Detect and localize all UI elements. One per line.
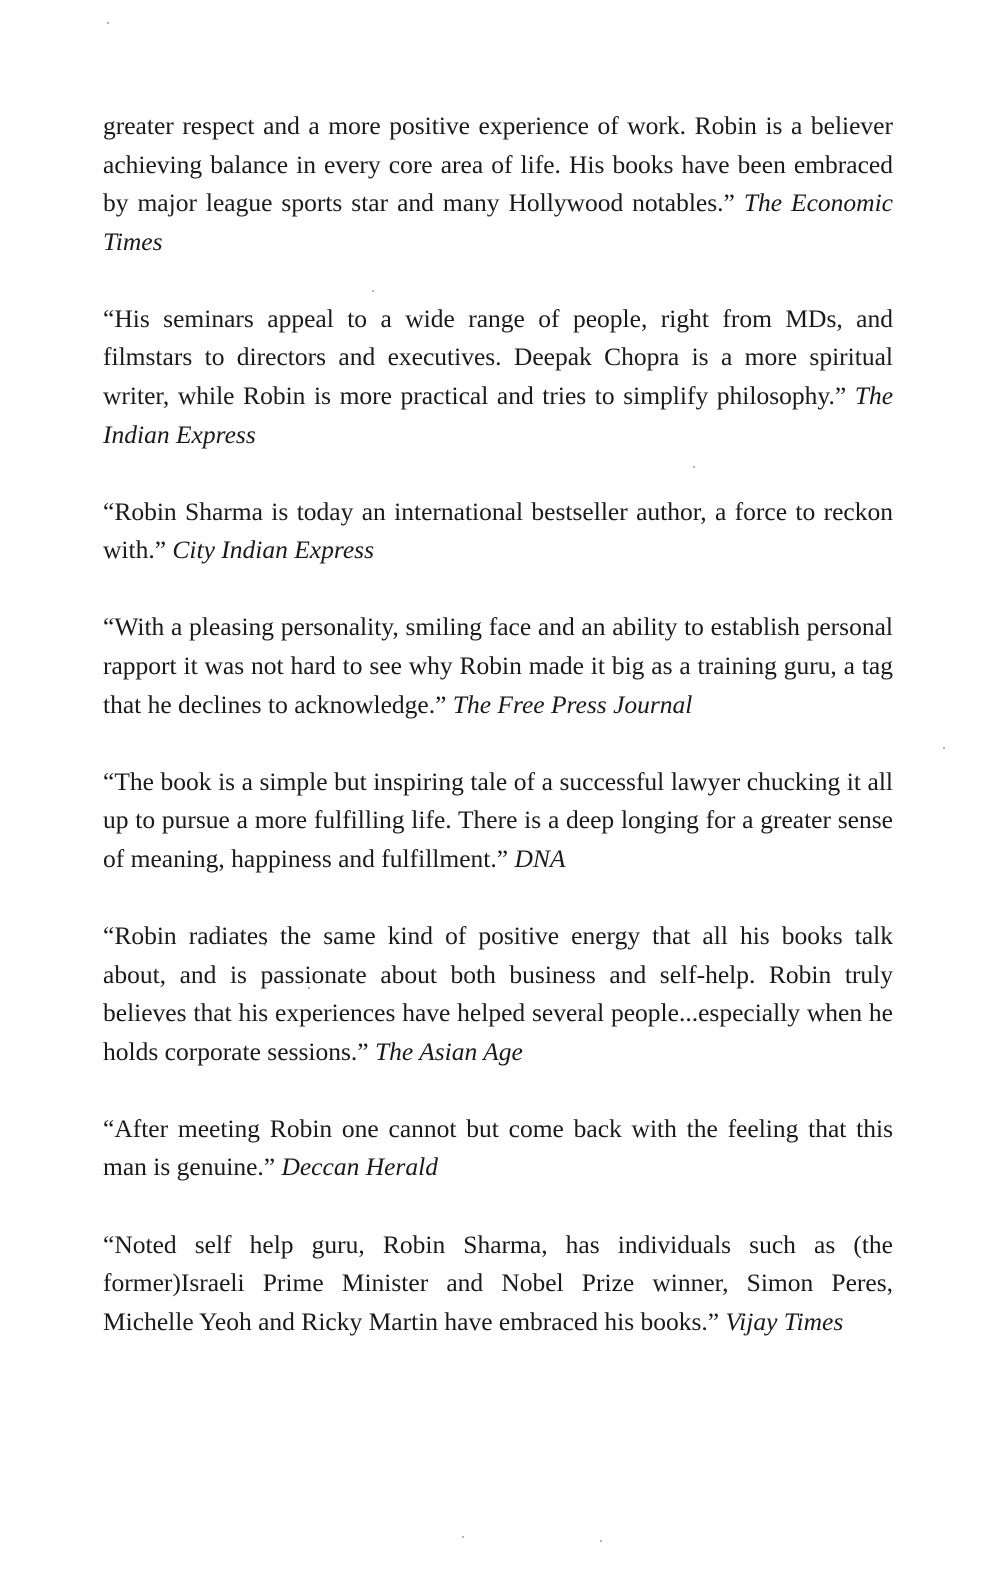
quote-source: The Indian Express — [103, 381, 894, 449]
testimonial-quote — [103, 1226, 893, 1342]
quote-source: DNA — [514, 843, 566, 873]
testimonial-quote — [103, 1110, 893, 1187]
quote-source: The Asian Age — [374, 1036, 523, 1066]
testimonial-quote — [103, 493, 893, 570]
quote-text: “The book is a simple but inspiring tale of a successful lawyer chucking it all up to pursue a more fulfilling life. There is a deep longing for a greater sense of meaning, happiness and fulfillment.” — [103, 766, 893, 873]
quote-text: “Robin radiates the same kind of positive energy that all his books talk about, and is passionate about both business and self-help. Robin truly believes that his experiences have helped several people...especially when he holds corporate sessions.” — [103, 921, 893, 1066]
scan-speck — [107, 22, 109, 24]
quote-text: “His seminars appeal to a wide range of people, right from MDs, and filmstars to directors and executives. Deepak Chopra is a more spiritual writer, while Robin is more practical and tries to simplify philosophy.” — [103, 303, 893, 411]
quote-text: “After meeting Robin one cannot but come back with the feeling that this man is genuine.” — [103, 1113, 893, 1182]
quote-text: “Robin Sharma is today an international bestseller author, a force to reckon with.” — [103, 496, 893, 565]
quote-source: Deccan Herald — [281, 1152, 438, 1182]
testimonial-quote — [103, 300, 893, 454]
scan-speck — [943, 747, 945, 749]
quote-text: greater respect and a more positive experience of work. Robin is a believer achieving balance in every core area of life. His books have been embraced by major league sports star and many Hollywood notables.” — [103, 111, 893, 218]
testimonials-column — [103, 107, 893, 1341]
quote-source: Vijay Times — [725, 1306, 844, 1336]
quote-text: “Noted self help guru, Robin Sharma, has individuals such as (the former)Israeli Prime Minister and Nobel Prize winner, Simon Peres, Michelle Yeoh and Ricky Martin have embraced his books.” — [103, 1229, 893, 1336]
quote-source: City Indian Express — [172, 535, 375, 565]
scan-speck — [600, 1540, 602, 1542]
testimonial-quote — [103, 917, 893, 1071]
testimonial-quote — [103, 107, 893, 261]
scan-speck — [462, 1536, 464, 1538]
quote-source: The Economic Times — [103, 188, 894, 256]
quote-text: “With a pleasing personality, smiling face and an ability to establish personal rapport it was not hard to see why Robin made it big as a training guru, a tag that he declines to acknowledge.” — [103, 612, 893, 719]
testimonial-quote — [103, 608, 893, 724]
testimonial-quote — [103, 763, 893, 879]
quote-source: The Free Press Journal — [452, 689, 693, 719]
